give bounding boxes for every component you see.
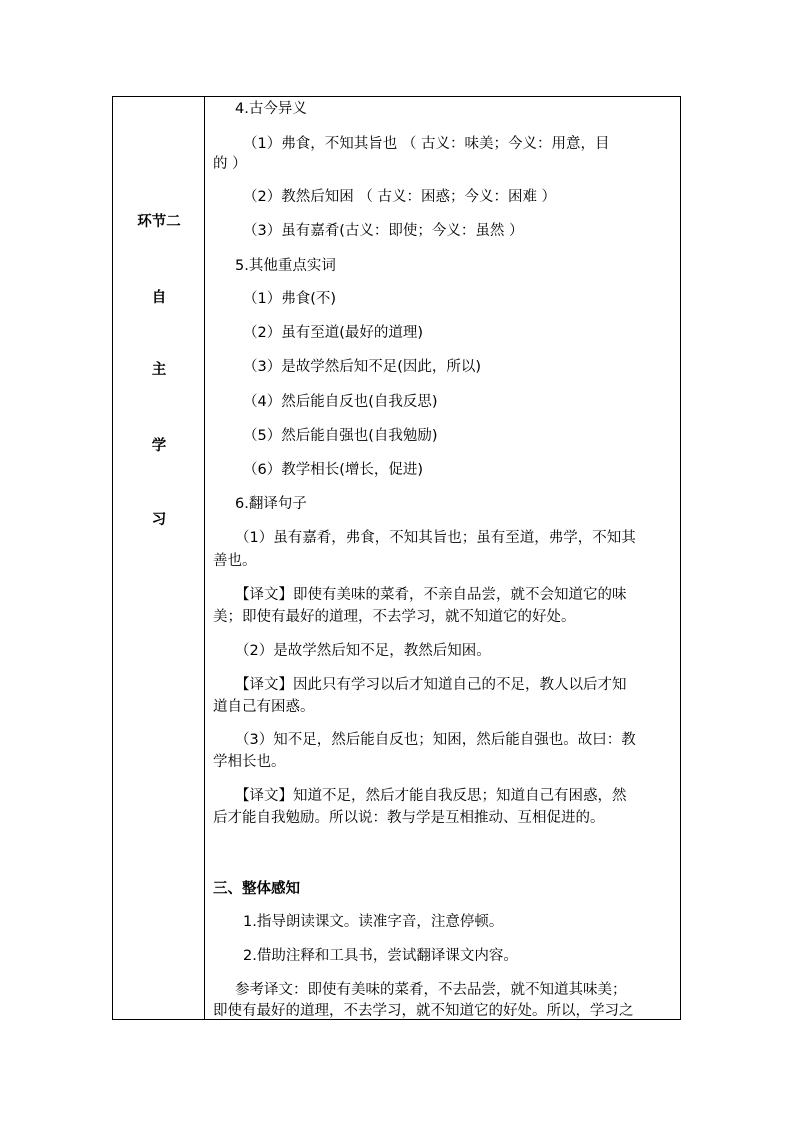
stage-label-column	[113, 97, 205, 1019]
heading-ancient-modern: 4.古今异义	[235, 101, 307, 117]
text-line: （3）是故学然后知不足(因此，所以)	[243, 359, 482, 375]
text-line: 【译文】即使有美味的菜肴，不亲自品尝，就不会知道它的味	[235, 587, 627, 603]
text-line: （1）弗食，不知其旨也 （ 古义：味美；今义：用意，目	[243, 136, 610, 152]
text-line: （6）教学相长(增长，促进)	[243, 462, 424, 478]
text-line: 参考译文：即使有美味的菜肴，不去品尝，就不知道其味美；	[235, 982, 627, 998]
text-line: 道自己有困惑。	[213, 699, 315, 715]
stage-char-2: 主	[151, 362, 167, 378]
text-line: （4）然后能自反也(自我反思)	[243, 394, 438, 410]
stage-char-1: 自	[151, 290, 167, 306]
text-line: 即使有最好的道理，不去学习，就不知道它的好处。所以，学习之	[213, 1003, 634, 1019]
text-line: 后才能自我勉励。所以说：教与学是互相推动、互相促进的。	[213, 810, 605, 826]
text-line: 学相长也。	[213, 754, 286, 770]
text-line: 的 ）	[213, 156, 247, 172]
heading-overall: 三、整体感知	[213, 881, 300, 897]
text-line: 【译文】因此只有学习以后才知道自己的不足，教人以后才知	[235, 677, 627, 693]
text-line: 2.借助注释和工具书，尝试翻译课文内容。	[243, 948, 518, 964]
heading-translate: 6.翻译句子	[235, 496, 307, 512]
text-line: （3）知不足，然后能自反也；知困，然后能自强也。故曰：教	[235, 732, 636, 748]
text-line: （1）虽有嘉肴，弗食，不知其旨也；虽有至道，弗学，不知其	[235, 530, 636, 546]
stage-char-4: 习	[151, 512, 167, 528]
section-label: 环节二	[137, 214, 181, 230]
content-column	[205, 97, 680, 1019]
text-line: 1.指导朗读课文。读准字音，注意停顿。	[243, 914, 504, 930]
heading-key-words: 5.其他重点实词	[235, 258, 336, 274]
text-line: 美；即使有最好的道理，不去学习，就不知道它的好处。	[213, 609, 576, 625]
text-line: （2）虽有至道(最好的道理)	[243, 325, 424, 341]
text-line: 【译文】知道不足，然后才能自我反思；知道自己有困惑，然	[235, 788, 627, 804]
text-line: 善也。	[213, 553, 257, 569]
text-line: （1）弗食(不)	[243, 291, 337, 307]
stage-char-3: 学	[151, 438, 167, 454]
text-line: （2）是故学然后知不足，教然后知困。	[235, 643, 491, 659]
lesson-table	[112, 96, 681, 1020]
text-line: （2）教然后知困 （ 古义：困惑；今义：困难 ）	[243, 189, 557, 205]
text-line: （5）然后能自强也(自我勉励)	[243, 428, 438, 444]
text-line: （3）虽有嘉肴(古义：即使；今义：虽然 ）	[243, 223, 524, 239]
